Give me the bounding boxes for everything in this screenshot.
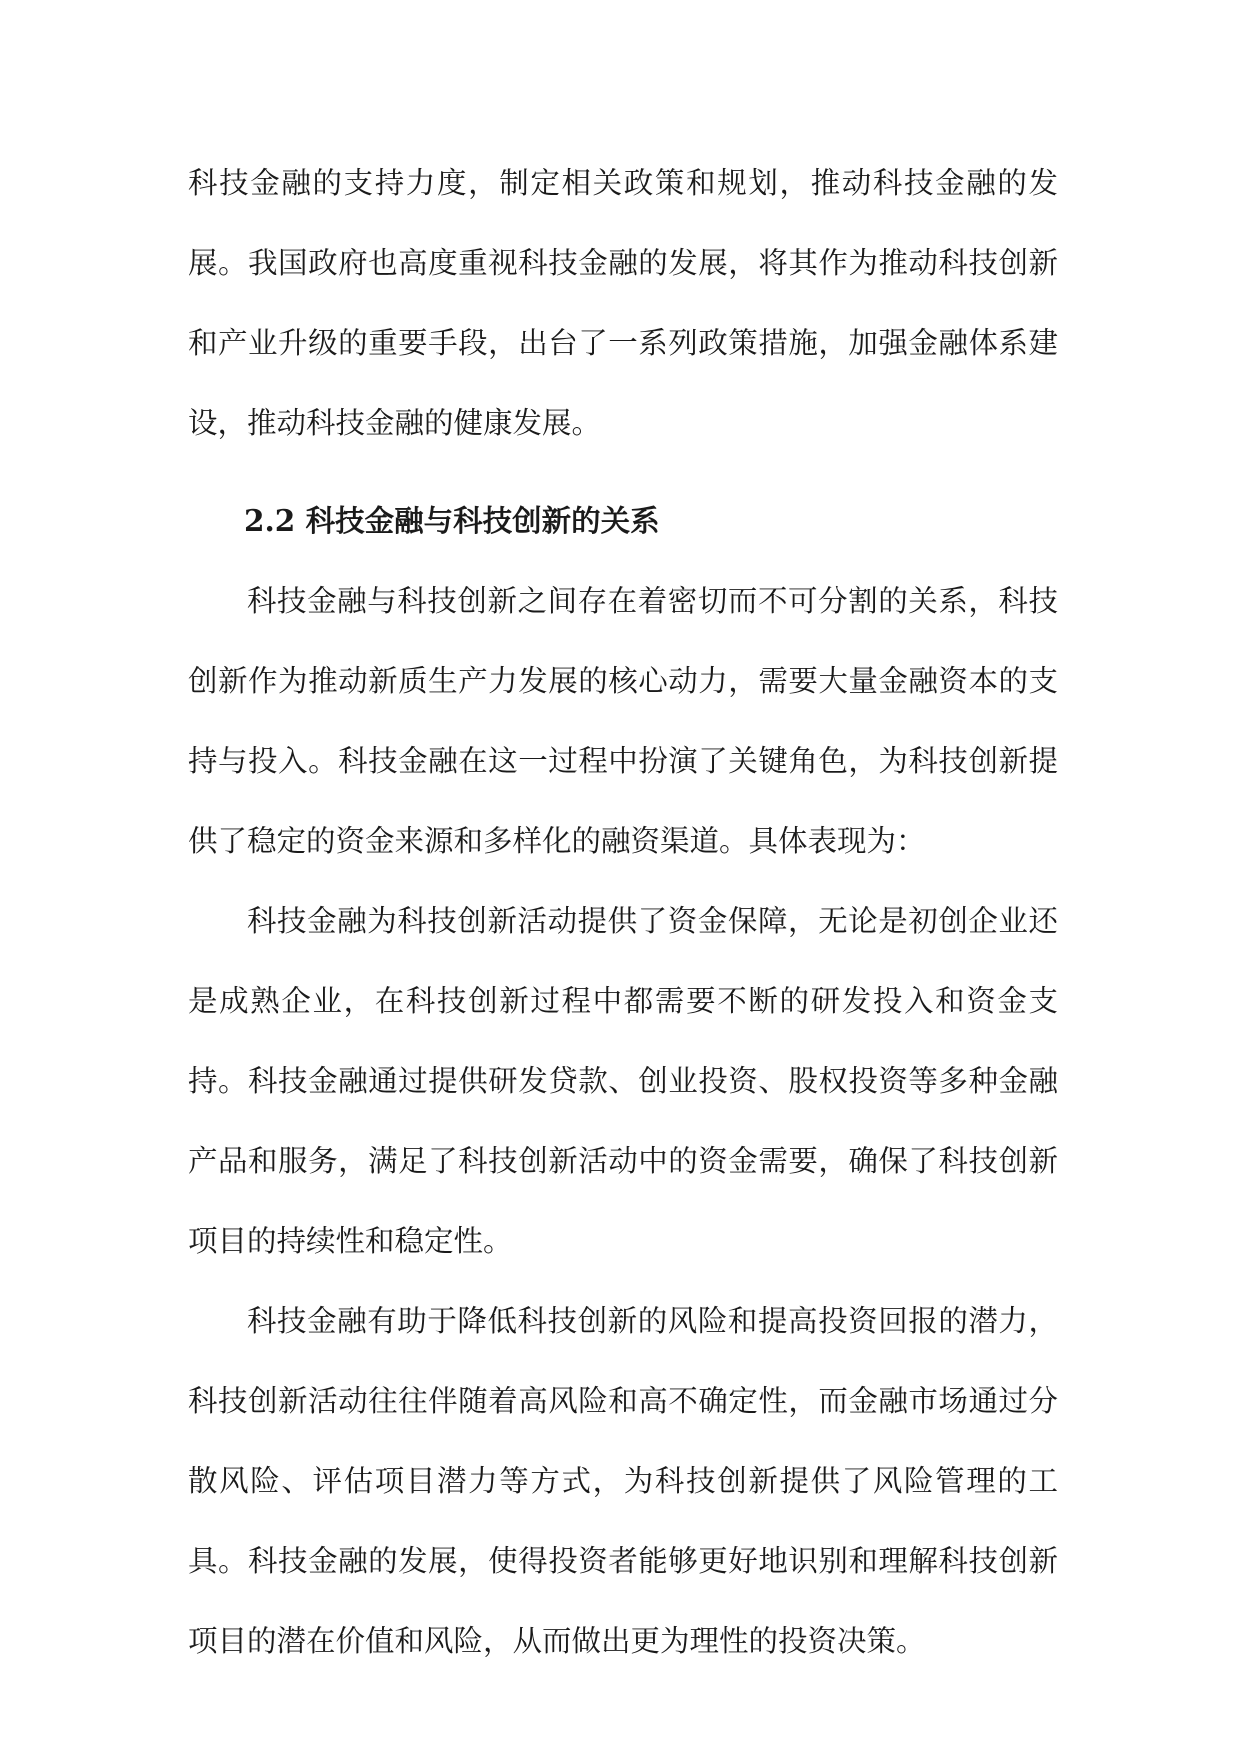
section-heading: 2.2 科技金融与科技创新的关系 bbox=[244, 503, 660, 538]
paragraph-funding-guarantee: 科技金融为科技创新活动提供了资金保障，无论是初创企业还是成熟企业，在科技创新过程中都需要不断的研发投入和资金支持。科技金融通过提供研发贷款、创业投资、股权投资等多种金融产品和服务，满足了科技创新活动中的资金需要，确保了科技创新项目的持续性和稳定性。 bbox=[188, 904, 1058, 1258]
document-body bbox=[188, 143, 1058, 1681]
paragraph-relationship-intro: 科技金融与科技创新之间存在着密切而不可分割的关系，科技创新作为推动新质生产力发展的核心动力，需要大量金融资本的支持与投入。科技金融在这一过程中扮演了关键角色，为科技创新提供了稳定的资金来源和多样化的融资渠道。具体表现为： bbox=[188, 584, 1058, 858]
paragraph-continued: 科技金融的支持力度，制定相关政策和规划，推动科技金融的发展。我国政府也高度重视科技金融的发展，将其作为推动科技创新和产业升级的重要手段，出台了一系列政策措施，加强金融体系建设，推动科技金融的健康发展。 bbox=[188, 166, 1058, 440]
paragraph-risk-reduction: 科技金融有助于降低科技创新的风险和提高投资回报的潜力，科技创新活动往往伴随着高风险和高不确定性，而金融市场通过分散风险、评估项目潜力等方式，为科技创新提供了风险管理的工具。科技金融的发展，使得投资者能够更好地识别和理解科技创新项目的潜在价值和风险，从而做出更为理性的投资决策。 bbox=[188, 1304, 1058, 1658]
